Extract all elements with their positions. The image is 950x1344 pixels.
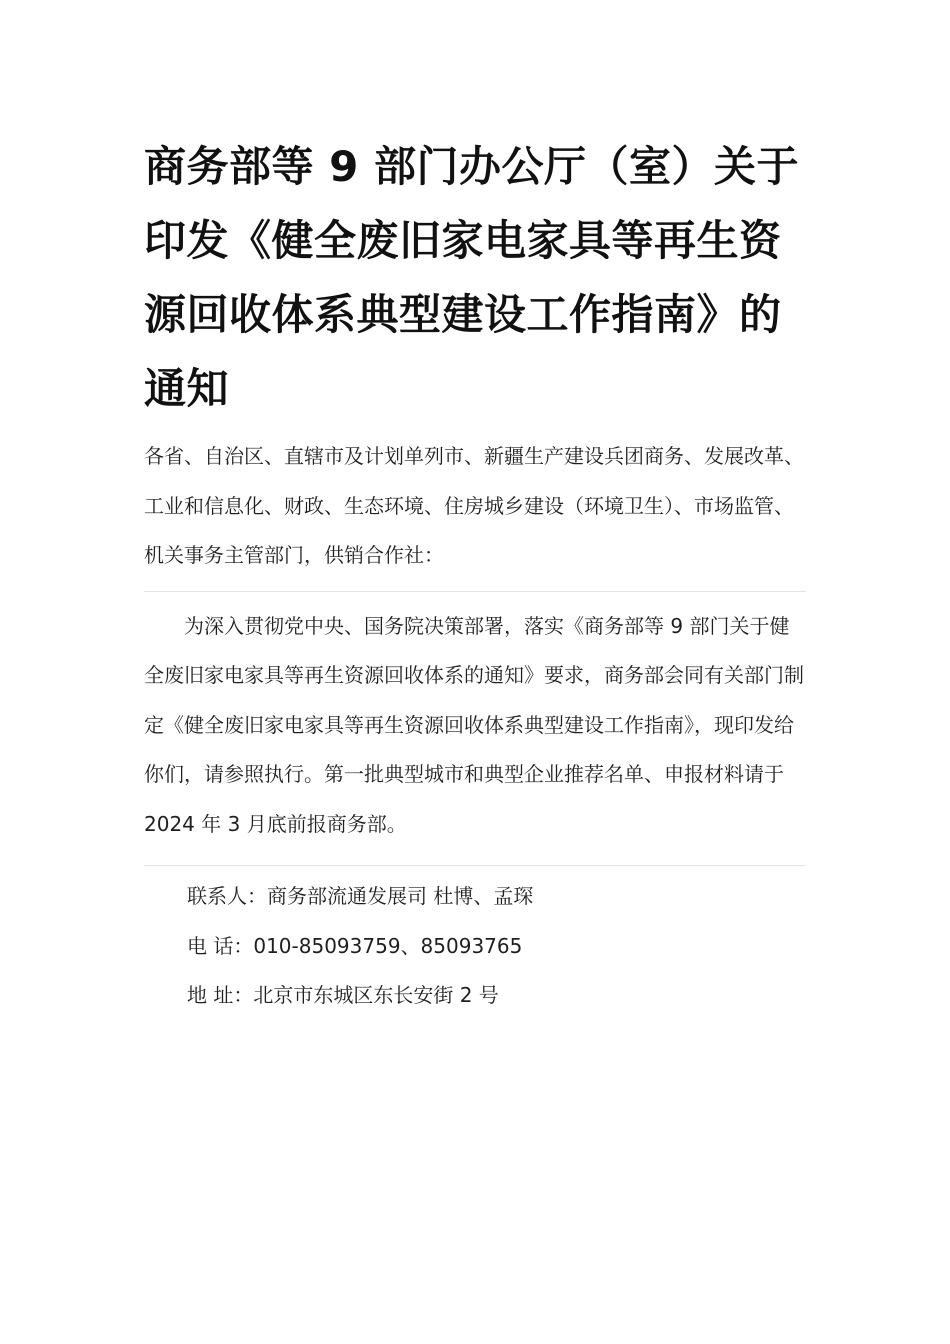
contact-address: 地 址：北京市东城区东长安街 2 号 [187,983,499,1007]
document-title: 商务部等 9 部门办公厅（室）关于印发《健全废旧家电家具等再生资源回收体系典型建设工作指南》的通知 [144,142,799,413]
contact-block [144,866,806,1021]
contact-phone: 电 话：010-85093759、85093765 [187,933,523,958]
document-body: 为深入贯彻党中央、国务院决策部署，落实《商务部等 9 部门关于健全废旧家电家具等再生资源回收体系的通知》要求，商务部会同有关部门制定《健全废旧家电家具等再生资源回收体系典型建设工作指南》，现印发给你们，请参照执行。第一批典型城市和典型企业推荐名单、申报材料请于 2024 年 3 月底前报商务部。 [144,613,804,836]
document-page [144,130,806,1021]
document-addressee: 各省、自治区、直辖市及计划单列市、新疆生产建设兵团商务、发展改革、工业和信息化、财政、生态环境、住房城乡建设（环境卫生）、市场监管、机关事务主管部门，供销合作社： [144,444,804,567]
contact-person: 联系人：商务部流通发展司 杜博、孟琛 [187,884,534,908]
